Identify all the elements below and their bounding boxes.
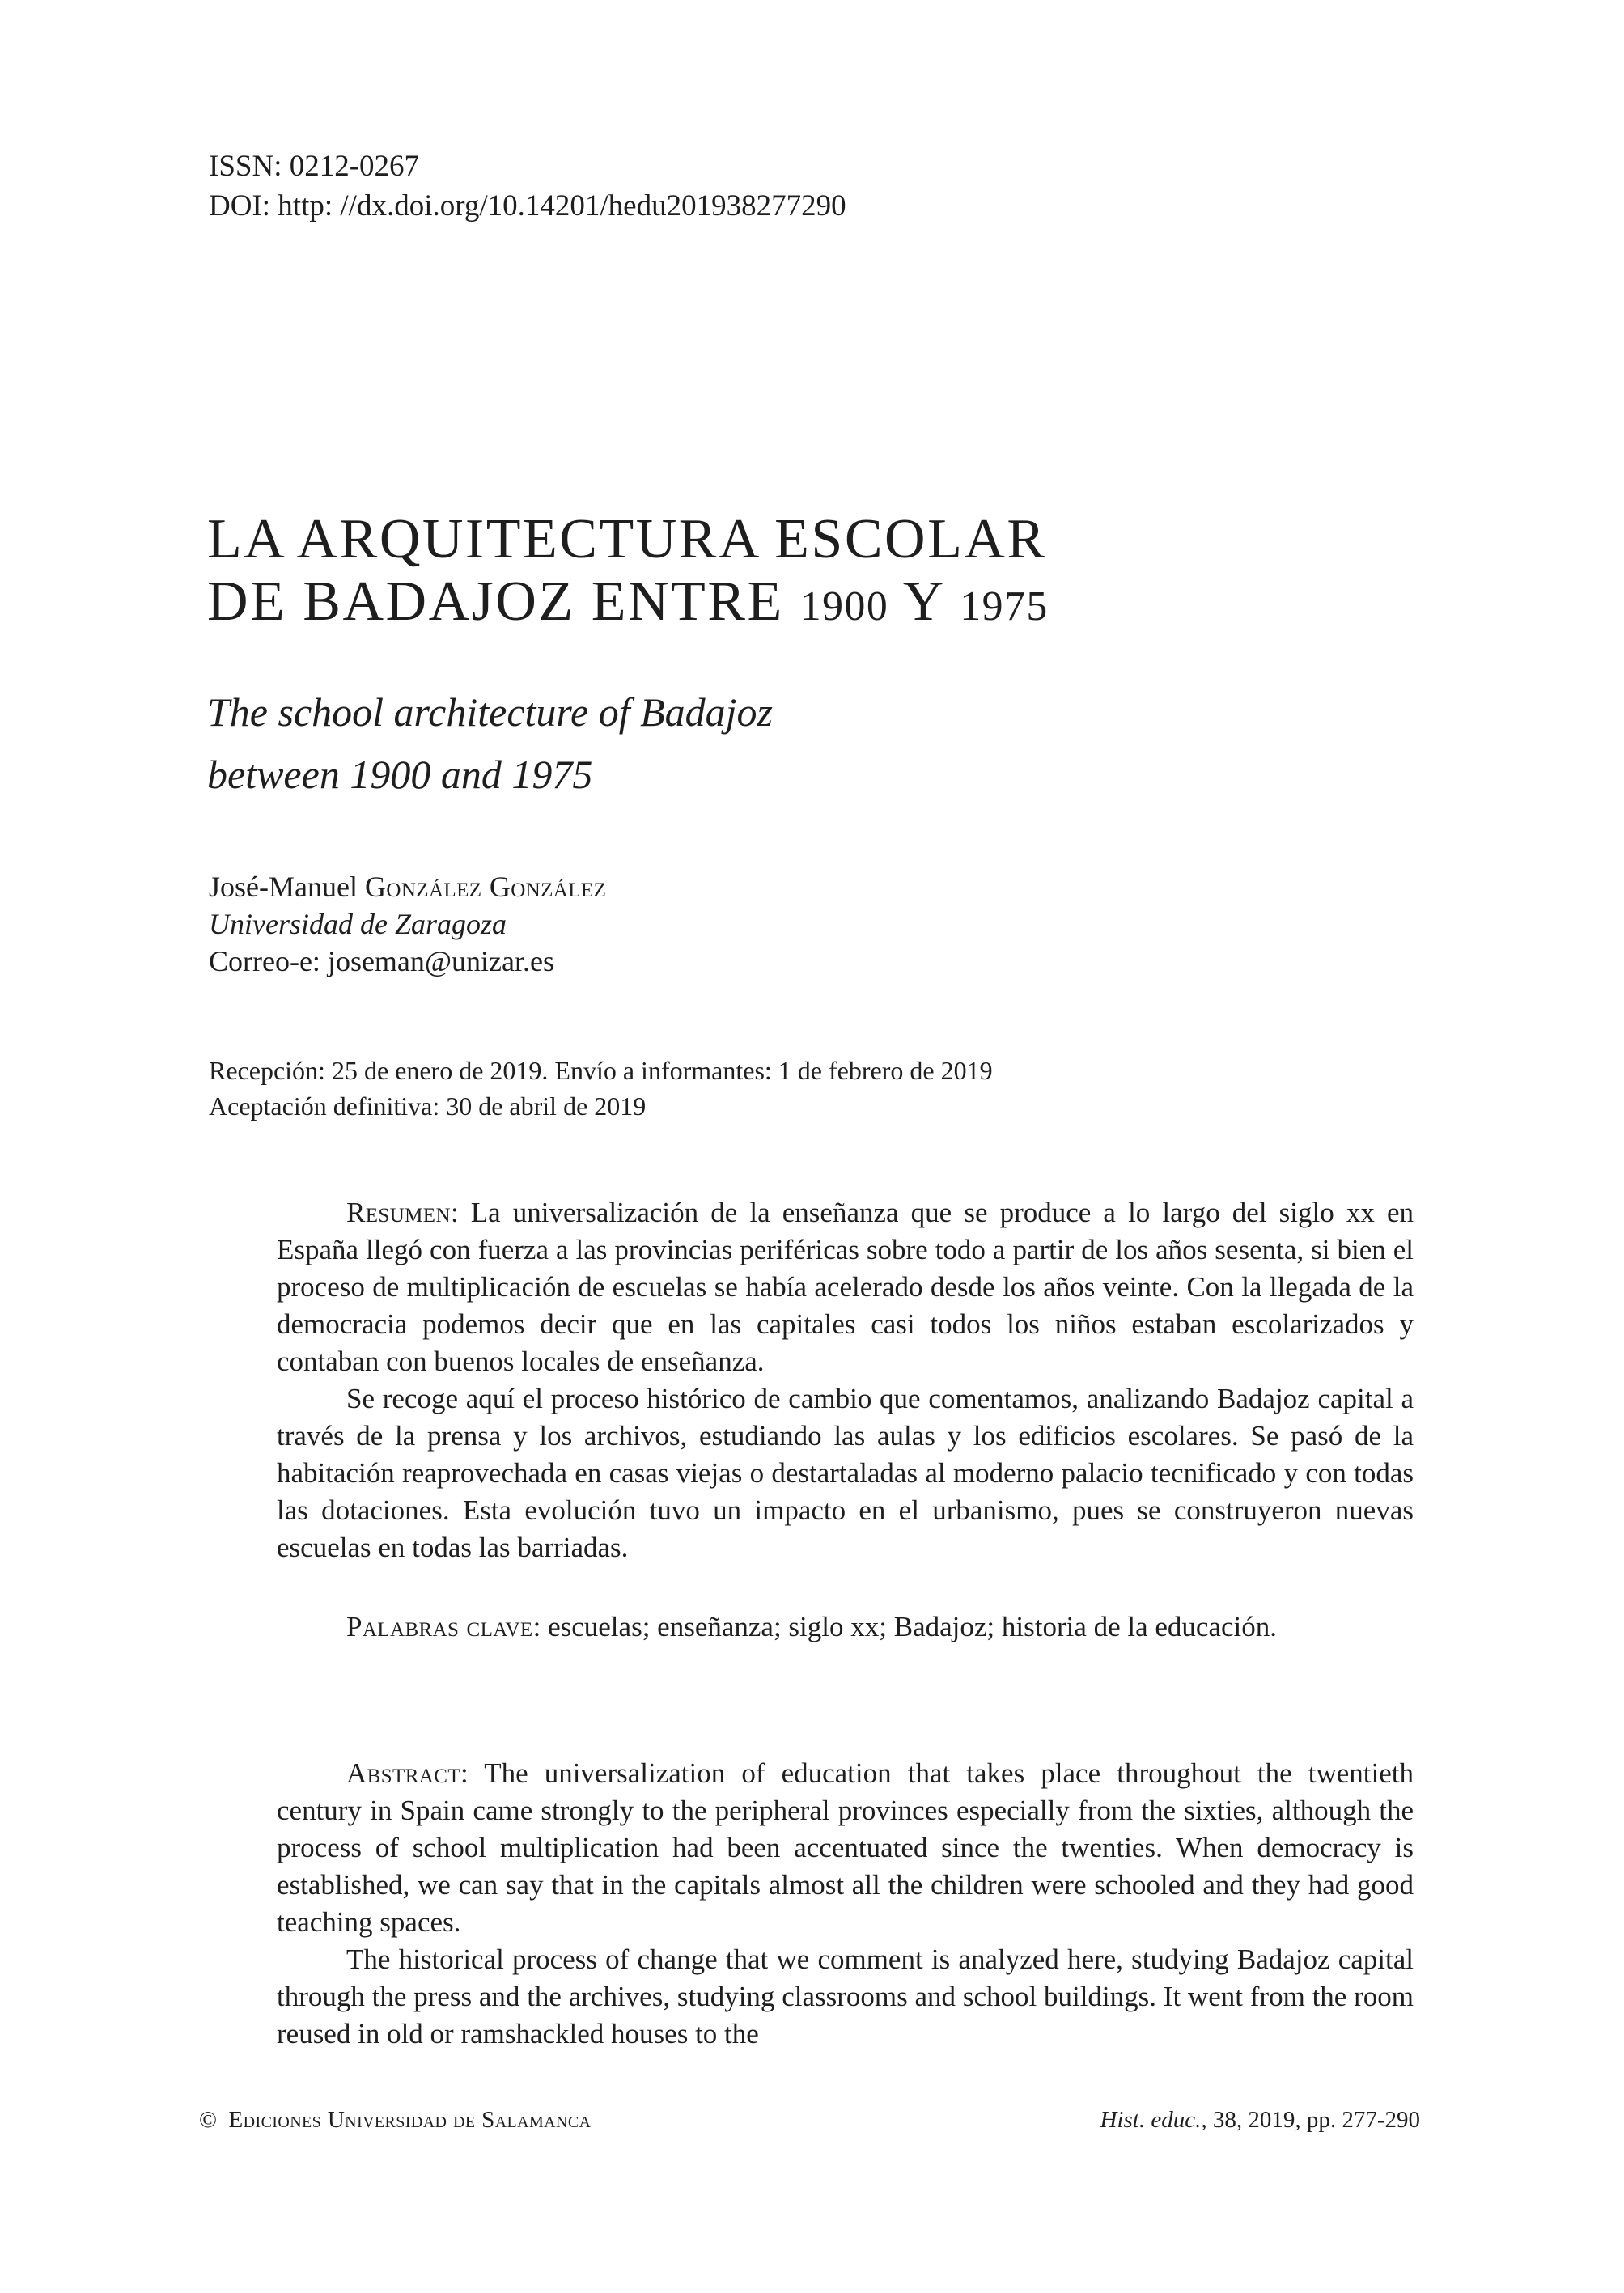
- abstract-english: [277, 1755, 1414, 2053]
- keywords-line: [277, 1608, 1414, 1646]
- abstract-paragraph-2: The historical process of change that we comment is analyzed here, studying Badajoz capital through the press and the archives, studying classrooms and school buildings. It went from the room reused in old or ramshackled houses to the: [277, 1943, 1414, 2049]
- title-line2-prefix: DE BADAJOZ ENTRE: [207, 570, 800, 633]
- keywords-label: Palabras clave: [346, 1611, 533, 1642]
- resumen-paragraph-2: Se recoge aquí el proceso histórico de cambio que comentamos, analizando Badajoz capital a través de la prensa y los archivos, estudiando las aulas y los edificios escolares. Se pasó de la habitación reaprovechada en casas viejas o destartaladas al moderno palacio tecnificado y con todas las dotaciones. Esta evolución tuvo un impacto en el urbanismo, pues se construyeron nuevas escuelas en todas las barriadas.: [277, 1383, 1414, 1563]
- author-name: [209, 868, 606, 905]
- title-line1: LA ARQUITECTURA ESCOLAR: [207, 508, 1047, 570]
- journal-meta: [209, 146, 846, 226]
- issn-line: ISSN: 0212-0267: [209, 150, 420, 183]
- keywords-text: : escuelas; enseñanza; siglo xx; Badajoz; historia de la educación.: [532, 1611, 1278, 1642]
- resumen-paragraph-1: [277, 1194, 1414, 1380]
- resumen-paragraph-1-text: : La universalización de la enseñanza que se produce a lo largo del siglo xx en España llegó con fuerza a las provincias periféricas sobre todo a partir de los años sesenta, si bien el proceso de multiplicación de escuelas se había acelerado desde los años veinte. Con la llegada de la democracia podemos decir que en las capitales casi todos los niños estaban escolarizados y contaban con buenos locales de enseñanza.: [277, 1197, 1414, 1377]
- title-year-1900: 1900: [799, 583, 889, 629]
- footer-publisher: [199, 2105, 591, 2134]
- author-surname: González González: [364, 871, 607, 903]
- publisher-name: Ediciones Universidad de Salamanca: [228, 2107, 592, 2133]
- author-affiliation: Universidad de Zaragoza: [209, 908, 507, 940]
- doi-line: DOI: http: //dx.doi.org/10.14201/hedu201938277290: [209, 189, 846, 223]
- abstract-paragraph-1-text: : The universalization of education that takes place throughout the twentieth century in Spain came strongly to the peripheral provinces especially from the sixties, although the process of school multiplication had been accentuated since the twenties. When democracy is established, we can say that in the capitals almost all the children were schooled and they had good teaching spaces.: [277, 1757, 1414, 1938]
- subtitle-line1: The school architecture of Badajoz: [207, 689, 773, 735]
- author-email: Correo-e: joseman@unizar.es: [209, 945, 555, 977]
- acceptance-line: Aceptación definitiva: 30 de abril de 2019: [209, 1091, 647, 1121]
- article-title-en: [207, 681, 773, 806]
- issue-pages: 38, 2019, pp. 277-290: [1206, 2107, 1420, 2133]
- journal-abbreviation: Hist. educ.,: [1100, 2107, 1207, 2133]
- submission-dates: [209, 1053, 993, 1124]
- author-given-name: José-Manuel: [209, 871, 365, 903]
- abstract-spanish: [277, 1194, 1414, 1646]
- article-title-es: [207, 508, 1049, 638]
- page-footer: [199, 2105, 1420, 2134]
- abstract-paragraph-1: [277, 1755, 1414, 1941]
- abstract-label: Abstract: [346, 1757, 461, 1789]
- title-line2-connector: Y: [888, 570, 960, 633]
- title-year-1975: 1975: [960, 583, 1049, 629]
- reception-line: Recepción: 25 de enero de 2019. Envío a informantes: 1 de febrero de 2019: [209, 1056, 993, 1085]
- subtitle-line2: between 1900 and 1975: [207, 752, 593, 797]
- footer-citation: [1100, 2105, 1420, 2134]
- copyright-symbol: ©: [199, 2107, 218, 2133]
- resumen-label: Resumen: [346, 1197, 451, 1228]
- author-block: [209, 868, 606, 980]
